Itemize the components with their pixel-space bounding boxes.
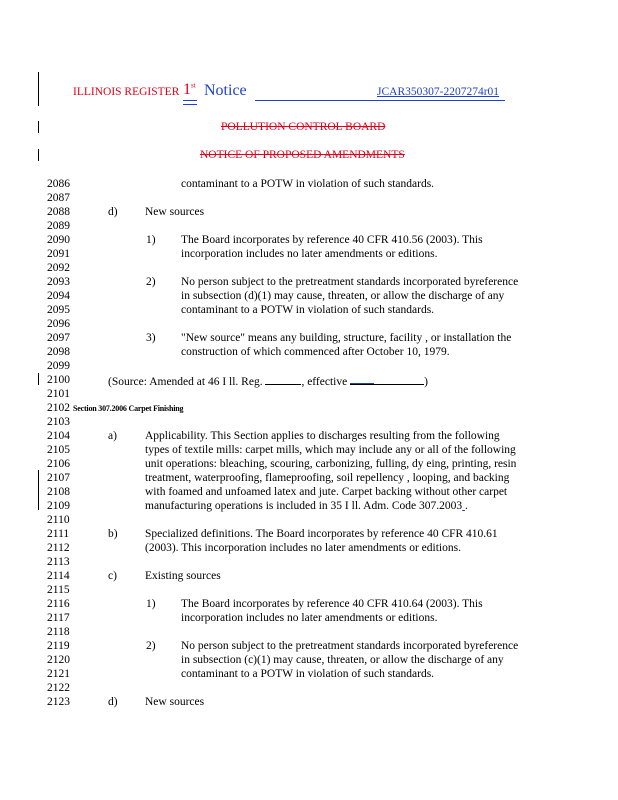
line-number: 2119 xyxy=(47,640,70,652)
change-bar-notice xyxy=(38,149,39,161)
subsection-label: b) xyxy=(108,528,118,540)
line-number: 2110 xyxy=(47,514,70,526)
source-note-effective: , effective xyxy=(301,376,351,388)
line-number: 2108 xyxy=(47,486,70,498)
line-number: 2088 xyxy=(47,206,70,218)
line-text: No person subject to the pretreatment standards incorporated byreference xyxy=(181,640,519,652)
line-text: construction of which commenced after October 10, 1979. xyxy=(181,346,450,358)
line-text: "New source" means any building, structure, facility , or installation the xyxy=(181,332,512,344)
line-2119 xyxy=(0,639,618,653)
document-id: JCAR350307-2207274r01 xyxy=(377,86,500,98)
line-2120 xyxy=(0,653,618,667)
line-number: 2122 xyxy=(47,682,70,694)
subsection-label: c) xyxy=(108,570,117,582)
line-2104 xyxy=(0,429,618,443)
line-number: 2093 xyxy=(47,276,70,288)
line-2096 xyxy=(0,317,618,331)
line-text: Existing sources xyxy=(145,570,221,582)
board-title: POLLUTION CONTROL BOARD xyxy=(221,121,386,133)
line-number: 2094 xyxy=(47,290,70,302)
line-text: contaminant to a POTW in violation of such standards. xyxy=(181,668,435,680)
line-text: contaminant to a POTW in violation of such standards. xyxy=(181,178,435,190)
paragraph-label: 1) xyxy=(146,234,156,246)
line-2086 xyxy=(0,177,618,191)
line-2113 xyxy=(0,555,618,569)
line-number: 2123 xyxy=(47,696,70,708)
subsection-label: a) xyxy=(108,430,117,442)
line-2089 xyxy=(0,219,618,233)
paragraph-label: 2) xyxy=(146,276,156,288)
line-number: 2104 xyxy=(47,430,70,442)
line-number: 2090 xyxy=(47,234,70,246)
line-number: 2113 xyxy=(47,556,70,568)
line-number: 2102 xyxy=(47,402,70,414)
line-number: 2115 xyxy=(47,584,70,596)
line-2111 xyxy=(0,527,618,541)
line-2090 xyxy=(0,233,618,247)
line-number: 2117 xyxy=(47,612,70,624)
line-2112 xyxy=(0,541,618,555)
paragraph-label: 1) xyxy=(146,598,156,610)
line-2098 xyxy=(0,345,618,359)
page-marker-underline xyxy=(183,100,197,101)
line-text: Specialized definitions. The Board incorporates by reference 40 CFR 410.61 xyxy=(145,528,498,540)
line-2099 xyxy=(0,359,618,373)
notice-type: NOTICE OF PROPOSED AMENDMENTS xyxy=(200,149,405,161)
line-number: 2121 xyxy=(47,668,70,680)
line-text: manufacturing operations is included in 35 I ll. Adm. Code 307.2003 xyxy=(145,500,463,512)
line-text: with foamed and unfoamed latex and jute. Carpet backing without other carpet xyxy=(145,486,508,498)
line-text: The Board incorporates by reference 40 CFR 410.56 (2003). This xyxy=(181,234,483,246)
effective-date-blank xyxy=(350,373,424,385)
line-number: 2099 xyxy=(47,360,70,372)
line-2122 xyxy=(0,681,618,695)
paragraph-label: 2) xyxy=(146,640,156,652)
line-text: in subsection (d)(1) may cause, threaten, or allow the discharge of any xyxy=(181,290,505,302)
line-2107 xyxy=(0,471,618,485)
line-2108 xyxy=(0,485,618,499)
line-text: Applicability. This Section applies to discharges resulting from the following xyxy=(145,430,500,442)
line-2087 xyxy=(0,191,618,205)
insertion-mark xyxy=(462,500,465,512)
line-2095 xyxy=(0,303,618,317)
line-number: 2086 xyxy=(47,178,70,190)
line-2102 xyxy=(0,401,618,415)
line-number: 2105 xyxy=(47,444,70,456)
page-superscript: st xyxy=(191,81,196,90)
line-2105 xyxy=(0,443,618,457)
line-text: incorporation includes no later amendments or editions. xyxy=(181,612,438,624)
source-note-close: ) xyxy=(424,376,428,388)
line-number: 2100 xyxy=(47,374,70,386)
subsection-label: d) xyxy=(108,696,118,708)
line-2094 xyxy=(0,289,618,303)
line-text: contaminant to a POTW in violation of such standards. xyxy=(181,304,435,316)
line-text: in subsection (c)(1) may cause, threaten, or allow the discharge of any xyxy=(181,654,504,666)
line-number: 2114 xyxy=(47,570,70,582)
line-number: 2097 xyxy=(47,332,70,344)
line-2101 xyxy=(0,387,618,401)
change-bar-header xyxy=(38,72,39,106)
line-text: New sources xyxy=(145,206,205,218)
page-number: 1 xyxy=(183,81,191,98)
line-number: 2087 xyxy=(47,192,70,204)
line-2100 xyxy=(0,373,618,387)
section-heading: Section 307.2006 Carpet Finishing xyxy=(73,404,184,413)
line-2093 xyxy=(0,275,618,289)
line-2109 xyxy=(0,499,618,513)
notice-underline xyxy=(255,100,505,101)
line-number: 2103 xyxy=(47,416,70,428)
subsection-label: d) xyxy=(108,206,118,218)
line-text: The Board incorporates by reference 40 CFR 410.64 (2003). This xyxy=(181,598,483,610)
change-bar-board xyxy=(38,121,39,133)
line-text-with-mark: manufacturing operations is included in 35 I ll. Adm. Code 307.2003 . xyxy=(145,500,468,512)
line-number: 2101 xyxy=(47,388,70,400)
line-number: 2116 xyxy=(47,598,70,610)
line-number: 2106 xyxy=(47,458,70,470)
line-number: 2120 xyxy=(47,654,70,666)
line-2103 xyxy=(0,415,618,429)
line-number: 2098 xyxy=(47,346,70,358)
line-2097 xyxy=(0,331,618,345)
page-marker xyxy=(183,81,196,99)
line-2123 xyxy=(0,695,618,709)
line-2117 xyxy=(0,611,618,625)
register-blank xyxy=(265,373,301,385)
line-2118 xyxy=(0,625,618,639)
line-2114 xyxy=(0,569,618,583)
line-2110 xyxy=(0,513,618,527)
line-number: 2092 xyxy=(47,262,70,274)
line-2091 xyxy=(0,247,618,261)
line-text: (2003). This incorporation includes no later amendments or editions. xyxy=(145,542,461,554)
register-title: ILLINOIS REGISTER xyxy=(73,86,180,98)
line-text: types of textile mills: carpet mills, which may include any or all of the following xyxy=(145,444,516,456)
line-text: No person subject to the pretreatment standards incorporated byreference xyxy=(181,276,519,288)
line-2106 xyxy=(0,457,618,471)
source-note-prefix: (Source: Amended at 46 I ll. Reg. xyxy=(108,376,266,388)
line-number: 2091 xyxy=(47,248,70,260)
line-2116 xyxy=(0,597,618,611)
page-marker-underline-2 xyxy=(183,104,197,105)
line-text: treatment, waterproofing, flameproofing, soil repellency , looping, and backing xyxy=(145,472,510,484)
line-number: 2111 xyxy=(47,528,70,540)
line-2092 xyxy=(0,261,618,275)
line-2121 xyxy=(0,667,618,681)
notice-label: Notice xyxy=(204,82,247,99)
line-number: 2089 xyxy=(47,220,70,232)
line-text: unit operations: bleaching, scouring, carbonizing, fulling, dy eing, printing, resin xyxy=(145,458,517,470)
line-text: New sources xyxy=(145,696,205,708)
paragraph-label: 3) xyxy=(146,332,156,344)
line-number: 2096 xyxy=(47,318,70,330)
line-2115 xyxy=(0,583,618,597)
line-text: incorporation includes no later amendments or editions. xyxy=(181,248,438,260)
line-number: 2118 xyxy=(47,626,70,638)
line-number: 2109 xyxy=(47,500,70,512)
line-2088 xyxy=(0,205,618,219)
line-number: 2107 xyxy=(47,472,70,484)
line-number: 2112 xyxy=(47,542,70,554)
line-number: 2095 xyxy=(47,304,70,316)
